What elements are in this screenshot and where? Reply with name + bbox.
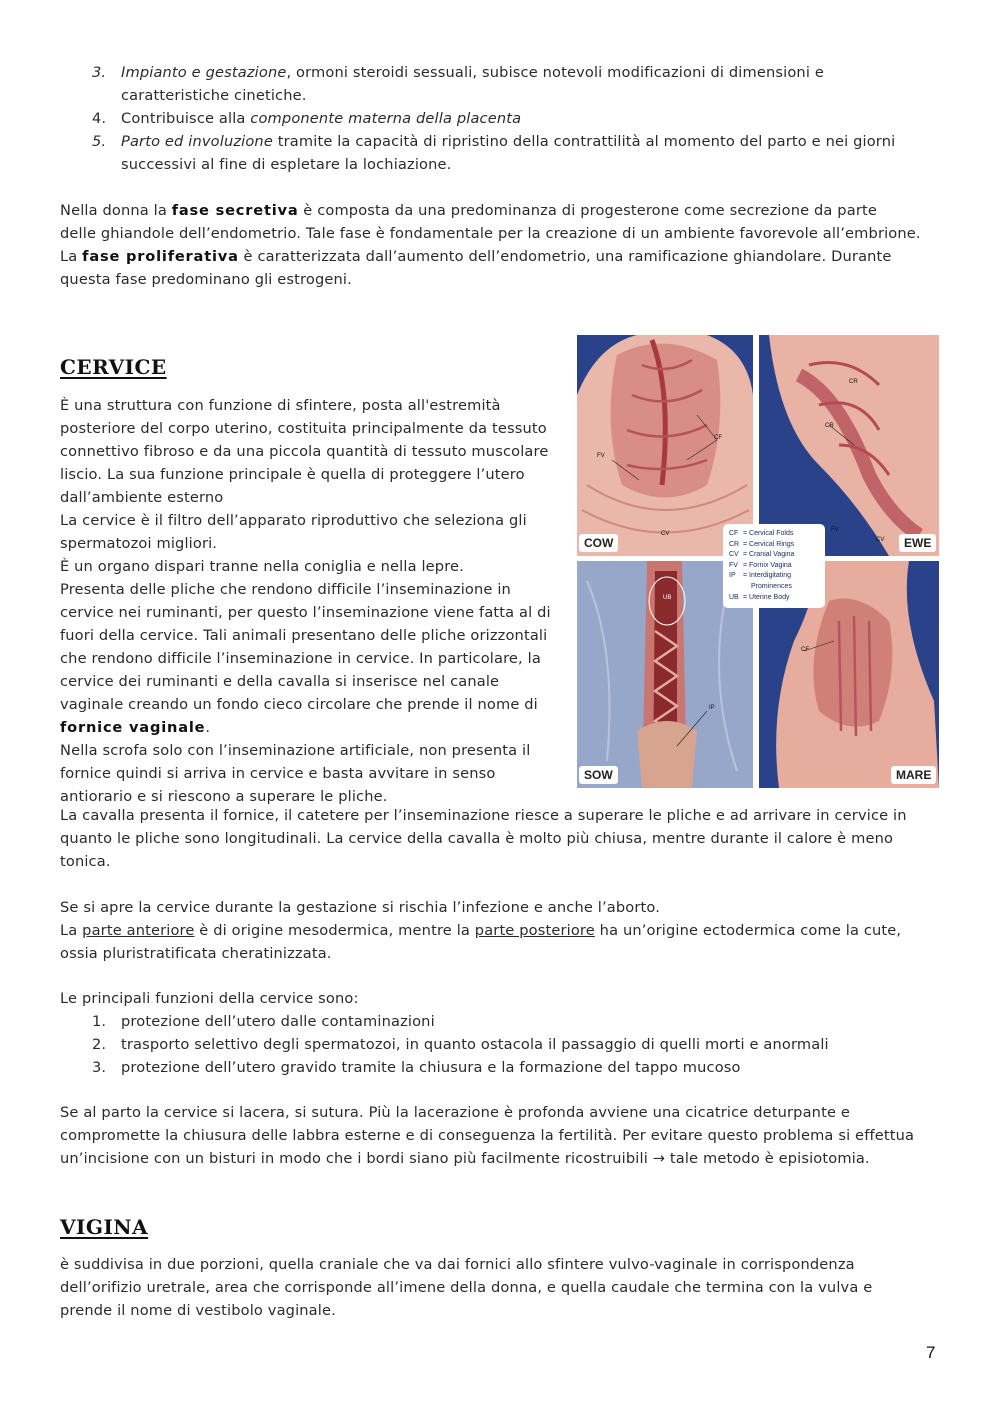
text-line: cervice nei ruminanti, per questo l’inseminazione viene fatta al di [60,604,551,621]
text-line: posteriore del corpo uterino, costituita principalmente da tessuto [60,420,547,437]
text-line: fornice quindi si arriva in cervice e basta avvitare in senso [60,765,496,782]
legend-entry: CV = Cranial Vagina [729,551,795,559]
legend-entry: UB = Uterine Body [729,593,790,601]
page-number: 7 [926,1343,936,1362]
text-line: Presenta delle pliche che rendono difficile l’inseminazione in [60,581,511,598]
cow-panel: FV CF CV COW [577,335,753,556]
text-line: quanto le pliche sono longitudinali. La cervice della cavalla è molto più chiusa, mentre durante il calore è meno [60,830,894,847]
cervix-comparison-figure [577,335,939,788]
list-number: 3. [92,64,107,81]
sow-panel: UB IP SOW [577,561,753,788]
text-line: connettivo fibroso e da una piccola quantità di tessuto muscolare [60,443,549,460]
bold-term: fornice vaginale [60,719,206,736]
underlined-term: parte posteriore [474,922,595,939]
list-number: 4. [92,110,107,127]
paragraph-cavalla [60,804,940,873]
section-heading-cervice: CERVICE [60,355,167,379]
paragraph-parto [60,1101,950,1170]
text-line: dell’orifizio uretrale, area che corrisponde all’imene della donna, e quella caudale che termina con la vulva e [60,1279,873,1296]
section-heading-vigina: VIGINA [60,1215,149,1239]
paragraph-cervice-intro [60,394,570,808]
funzioni-intro: Le principali funzioni della cervice sono: [60,990,359,1007]
mare-label: MARE [891,766,936,784]
underlined-term: parte anteriore [82,922,195,939]
text-line: Se al parto la cervice si lacera, si sutura. Più la lacerazione è profonda avviene una cicatrice deturpante e [60,1104,851,1121]
paragraph-gestazione: Se si apre la cervice durante la gestazione si rischia l’infezione e anche l’aborto. La parte anteriore è di origine mesodermica, mentre la parte posteriore ha un’origine ectodermica come la cute, ossia pluristratificata cheratinizzata. [60,899,902,962]
figure-legend [723,524,825,608]
paragraph-vigina [60,1253,940,1322]
text-line: prende il nome di vestibolo vaginale. [60,1302,336,1319]
ewe-label: EWE [899,534,936,552]
text-line: vaginale creando un fondo cieco circolare che prende il nome di [60,696,538,713]
paragraph-fasi: Nella donna la fase secretiva è composta da una predominanza di progesterone come secrezione da parte delle ghiandole dell’endometrio. Tale fase è fondamentale per la creazione di un ambiente favorevole all’embrione. La fase proliferativa è caratterizzata dall’aumento dell’endometrio, una ramificazione ghiandolare. Durante questa fase predominano gli estrogeni. [60,202,921,288]
legend-entry: Prominences [751,582,792,590]
text-line: È un organo dispari tranne nella coniglia e nella lepre. [60,558,464,575]
sow-label: SOW [579,766,618,784]
text-line: Nella scrofa solo con l’inseminazione artificiale, non presenta il [60,742,531,759]
mare-panel: CF MARE [759,561,939,788]
text-line: un’incisione con un bisturi in modo che i bordi siano più facilmente ricostruibili → tale metodo è episiotomia. [60,1150,870,1167]
text-line: è suddivisa in due porzioni, quella craniale che va dai fornici allo sfintere vulvo-vaginale in corrispondenza [60,1256,855,1273]
legend-entry: FV = Fornix Vagina [729,561,792,569]
text-line: fuori della cervice. Tali animali presentano delle pliche orizzontali [60,627,548,644]
text-line: La cavalla presenta il fornice, il catetere per l’inseminazione riesce a superare le pliche e ad arrivare in cervice in [60,807,907,824]
text-line: tonica. [60,853,111,870]
cow-label: COW [579,534,618,552]
legend-entry: CR = Cervical Rings [729,540,795,548]
ewe-panel: CR CR FV CV EWE [759,335,939,556]
text-line: spermatozoi migliori. [60,535,218,552]
text-line: È una struttura con funzione di sfintere, posta all'estremità [60,397,501,414]
text-line: compromette la chiusura delle labbra esterne e di conseguenza la fertilità. Per evitare questo problema si effettua [60,1127,915,1144]
text-line: fornice vaginale. [60,719,211,736]
text-line: liscio. La sua funzione principale è quella di proteggere l’utero [60,466,525,483]
legend-entry: IP = Interdigitating [729,572,792,580]
legend-entry: CF = Cervical Folds [729,530,794,537]
text-line: dall’ambiente esterno [60,489,224,506]
text-line: che rendono difficile l’inseminazione in cervice. In particolare, la [60,650,541,667]
text-line: La cervice è il filtro dell’apparato riproduttivo che seleziona gli [60,512,527,529]
text-line: cervice dei ruminanti e della cavalla si inserisce nel canale [60,673,500,690]
text-line: antiorario e si riescono a superare le pliche. [60,788,388,805]
list-number: 5. [92,133,107,150]
